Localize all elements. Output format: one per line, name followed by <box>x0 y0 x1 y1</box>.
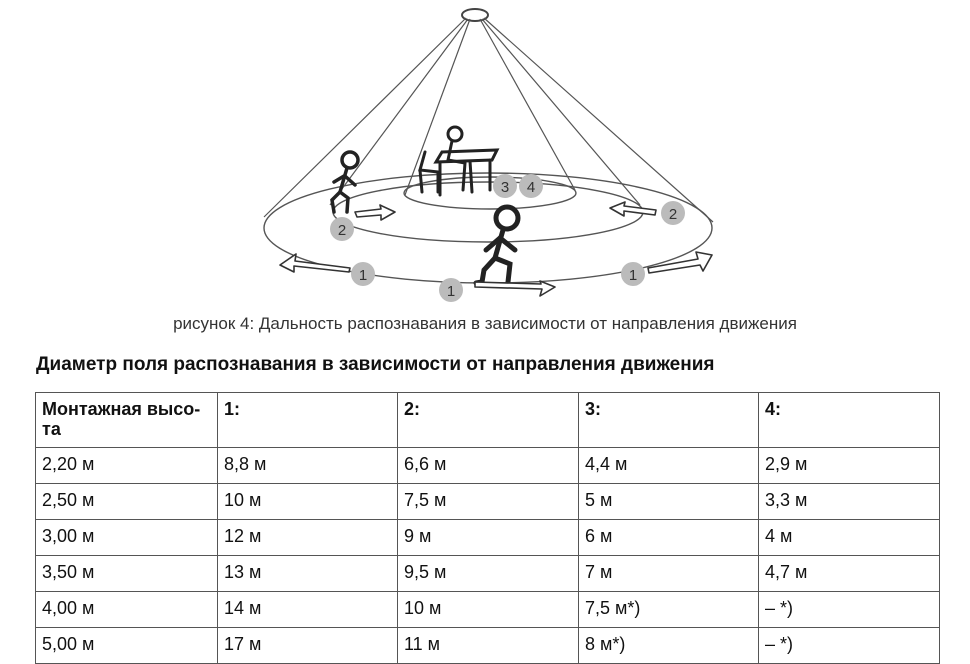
desk-figure <box>420 127 497 195</box>
table-cell: – *) <box>759 592 940 628</box>
table-row <box>36 556 940 592</box>
table-cell: 10 м <box>218 484 398 520</box>
marker-1-left <box>351 262 375 286</box>
table-cell: 9 м <box>398 520 579 556</box>
table-cell: 17 м <box>218 628 398 664</box>
table-row <box>36 628 940 664</box>
header-direction-2: 2: <box>398 393 579 448</box>
table-cell: 12 м <box>218 520 398 556</box>
table-cell: 8,8 м <box>218 448 398 484</box>
table-cell: 2,9 м <box>759 448 940 484</box>
svg-text:4: 4 <box>526 179 536 196</box>
table-cell: 14 м <box>218 592 398 628</box>
header-mounting-height: Монтажная высо-та <box>36 393 218 448</box>
svg-text:1: 1 <box>446 283 456 300</box>
table-cell: 5,00 м <box>36 628 218 664</box>
table-cell: 8 м*) <box>579 628 759 664</box>
table-cell: 11 м <box>398 628 579 664</box>
table-cell: 6,6 м <box>398 448 579 484</box>
cone-lines <box>264 18 713 222</box>
table-cell: 5 м <box>579 484 759 520</box>
walking-person-left <box>332 152 358 212</box>
table-cell: 4 м <box>759 520 940 556</box>
table-row <box>36 484 940 520</box>
marker-1-right <box>621 262 645 286</box>
svg-text:1: 1 <box>358 267 368 284</box>
table-cell: 10 м <box>398 592 579 628</box>
table-cell: 6 м <box>579 520 759 556</box>
svg-text:3: 3 <box>500 179 510 196</box>
table-cell: 3,00 м <box>36 520 218 556</box>
section-title: Диаметр поля распознавания в зависимости от направления движения <box>36 354 715 375</box>
table-cell: 2,50 м <box>36 484 218 520</box>
header-direction-1: 1: <box>218 393 398 448</box>
marker-3 <box>493 174 517 198</box>
table-cell: 4,4 м <box>579 448 759 484</box>
marker-2-left <box>330 217 354 241</box>
marker-1-center <box>439 278 463 302</box>
table-cell: 7 м <box>579 556 759 592</box>
table-cell: 2,20 м <box>36 448 218 484</box>
header-direction-3: 3: <box>579 393 759 448</box>
marker-2-right <box>661 201 685 225</box>
table-cell: 7,5 м <box>398 484 579 520</box>
table-row <box>36 448 940 484</box>
table-cell: 9,5 м <box>398 556 579 592</box>
sensor-icon <box>462 9 488 21</box>
svg-text:1: 1 <box>628 267 638 284</box>
table-cell: 4,00 м <box>36 592 218 628</box>
marker-4 <box>519 174 543 198</box>
table-cell: 3,50 м <box>36 556 218 592</box>
table-cell: 4,7 м <box>759 556 940 592</box>
table-cell: 7,5 м*) <box>579 592 759 628</box>
table-row <box>36 520 940 556</box>
table-cell: – *) <box>759 628 940 664</box>
figure-caption: рисунок 4: Дальность распознавания в зависимости от направления движения <box>173 314 797 333</box>
detection-range-illustration <box>0 0 970 310</box>
table-cell: 13 м <box>218 556 398 592</box>
svg-text:2: 2 <box>337 222 347 239</box>
table-cell: 3,3 м <box>759 484 940 520</box>
running-person-center <box>476 207 518 283</box>
detection-diameter-table <box>35 392 940 664</box>
table-row <box>36 592 940 628</box>
svg-text:2: 2 <box>668 206 678 223</box>
header-direction-4: 4: <box>759 393 940 448</box>
table-header-row <box>36 393 940 448</box>
